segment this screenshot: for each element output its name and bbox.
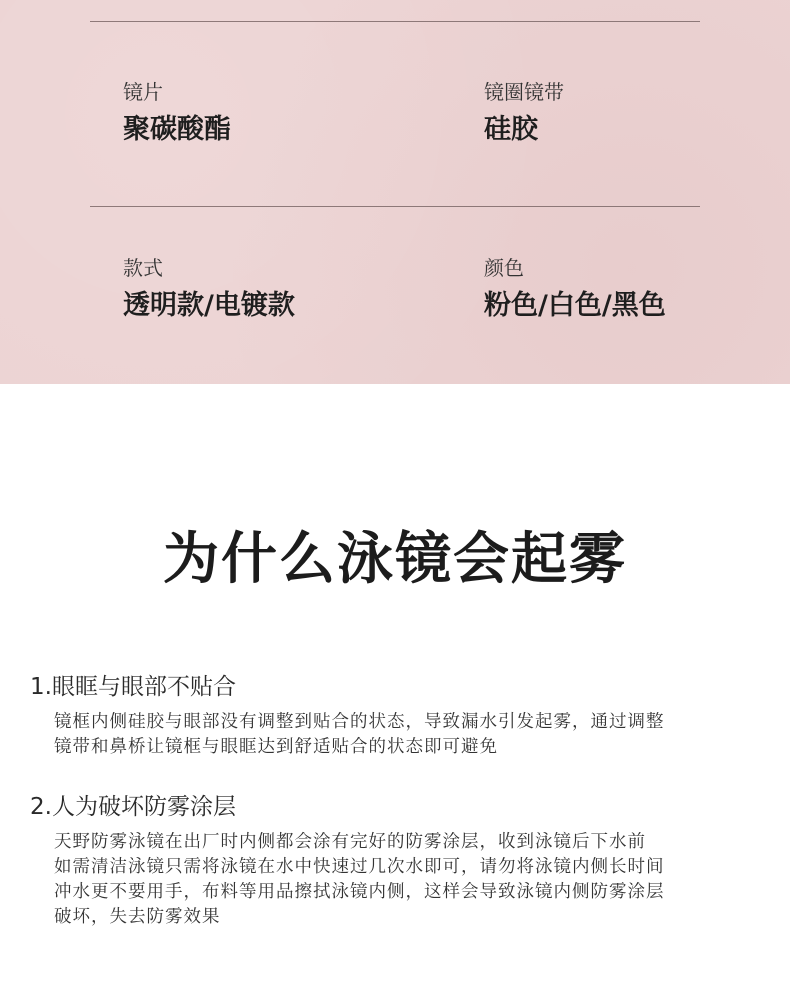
reason-item <box>30 672 770 760</box>
spec-style-value: 透明款/电镀款 <box>123 290 295 321</box>
middle-divider <box>90 206 700 207</box>
reason-body <box>54 830 770 930</box>
spec-color-value: 粉色/白色/黑色 <box>484 290 666 321</box>
spec-lens <box>123 80 231 146</box>
spec-lens-label: 镜片 <box>123 80 163 104</box>
section-heading: 为什么泳镜会起雾 <box>163 527 627 592</box>
reason-title: 1.眼眶与眼部不贴合 <box>30 674 236 700</box>
spec-lens-value: 聚碳酸酯 <box>123 114 231 145</box>
top-divider <box>90 21 700 22</box>
reason-title: 2.人为破坏防雾涂层 <box>30 794 236 820</box>
spec-style-label: 款式 <box>123 256 163 280</box>
spec-panel <box>0 0 790 384</box>
reason-line: 天野防雾泳镜在出厂时内侧都会涂有完好的防雾涂层，收到泳镜后下水前 <box>54 832 646 852</box>
spec-style <box>123 256 295 322</box>
reason-line: 冲水更不要用手，布料等用品擦拭泳镜内侧，这样会导致泳镜内侧防雾涂层 <box>54 882 665 902</box>
reason-line: 破坏，失去防雾效果 <box>54 907 221 927</box>
spec-frame-value: 硅胶 <box>484 114 538 145</box>
reason-line: 镜带和鼻桥让镜框与眼眶达到舒适贴合的状态即可避免 <box>54 737 498 757</box>
reason-item <box>30 792 770 930</box>
reason-body <box>54 710 770 760</box>
spec-frame-label: 镜圈镜带 <box>484 80 564 104</box>
reason-line: 镜框内侧硅胶与眼部没有调整到贴合的状态，导致漏水引发起雾，通过调整 <box>54 712 665 732</box>
spec-frame <box>484 80 564 146</box>
spec-color <box>484 256 666 322</box>
spec-color-label: 颜色 <box>484 256 524 280</box>
reason-line: 如需清洁泳镜只需将泳镜在水中快速过几次水即可，请勿将泳镜内侧长时间 <box>54 857 665 877</box>
